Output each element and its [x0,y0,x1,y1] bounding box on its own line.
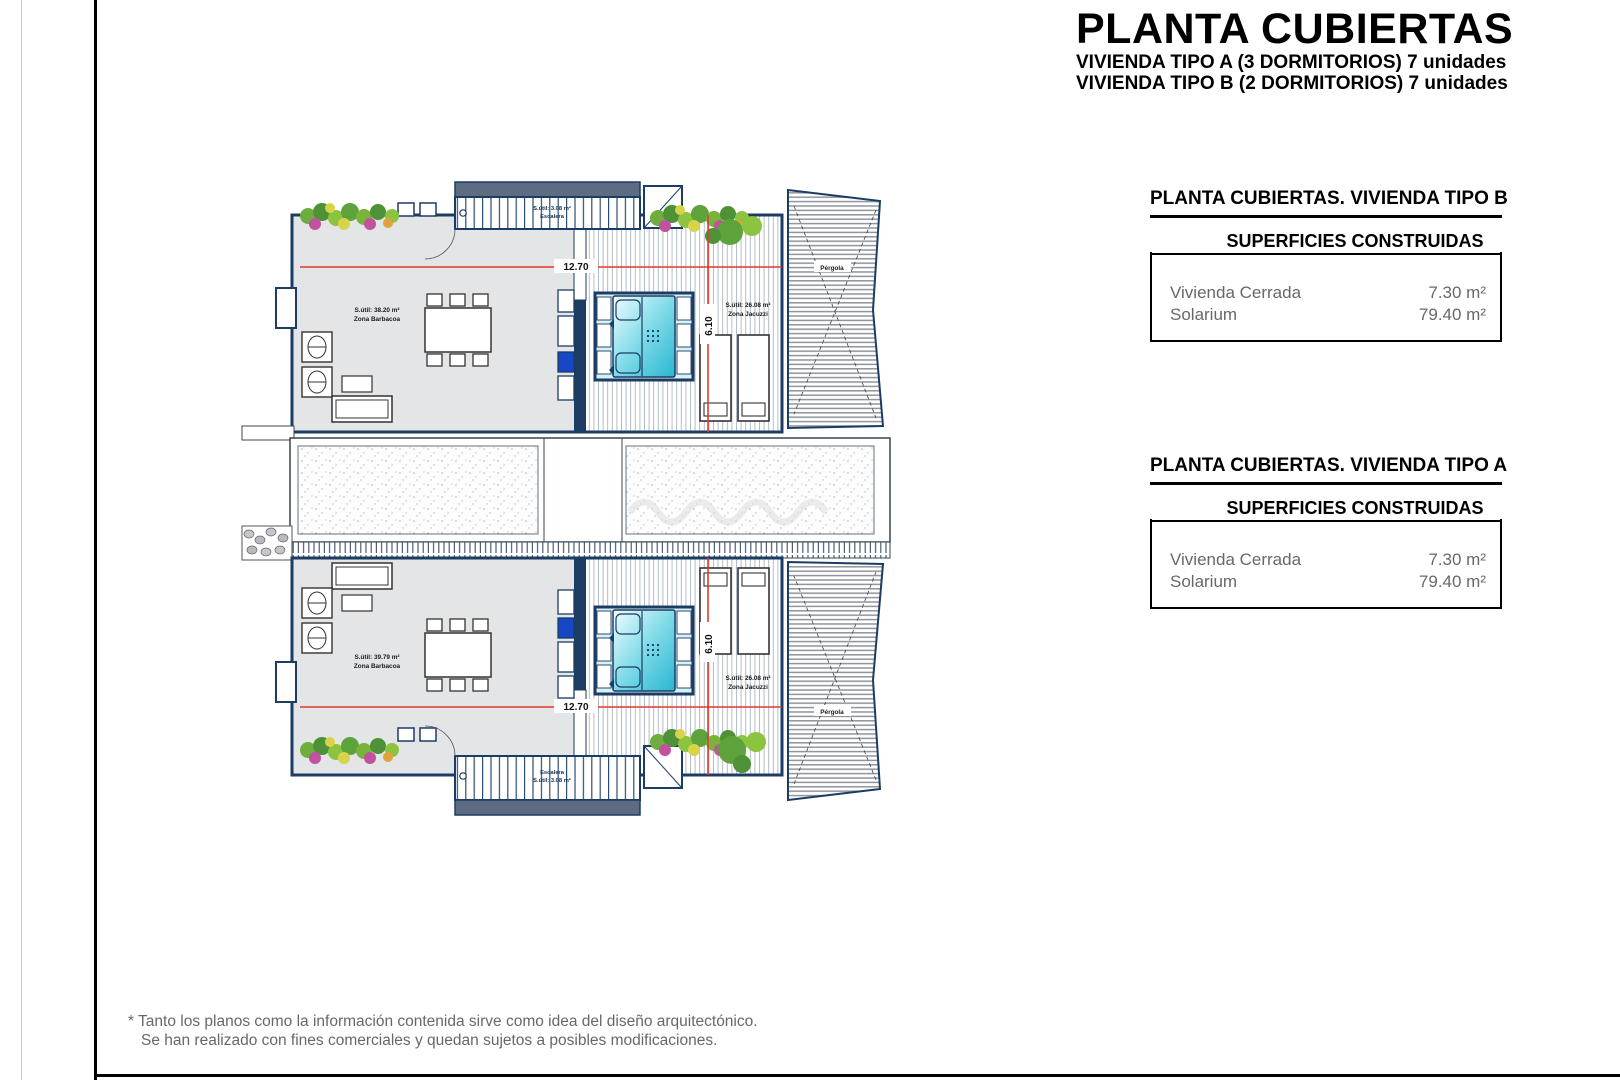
floor-plan-drawing [230,170,910,830]
row-label: Vivienda Cerrada [1170,550,1302,569]
barbacoa-name-label: Zona Barbacoa [353,316,401,323]
dim-width: 12.70 [563,702,589,713]
hatched-wall [292,542,890,558]
panel-rule [1150,482,1502,485]
row-value: 79.40 m² [1418,305,1486,324]
title-block [1076,5,1514,94]
party-wall [574,558,586,690]
armchair [302,588,332,618]
gravel-strip [298,446,538,534]
jacuzzi-name-label: Zona Jacuzzi [728,684,768,691]
dim-width: 12.70 [563,262,589,273]
disclaimer-line1: * Tanto los planos como la información contenida sirve como idea del diseño arquitectónico. [128,1013,758,1030]
table-row [1170,549,1486,571]
jacuzzi-name-label: Zona Jacuzzi [728,311,768,318]
stairs-area-label: S.útil: 3.08 m² [533,206,571,212]
party-wall [574,300,586,432]
sun-lounger [738,568,769,654]
panel-rule [1150,215,1502,218]
stairs-name-label: Escalera [540,214,564,220]
table-row [1170,304,1486,326]
wall-notch [276,288,296,328]
pergola-top [788,190,883,428]
jacuzzi-area-label: S.útil: 26.08 m² [725,302,771,309]
stairs-name-label: Escalera [540,770,564,776]
barbacoa-area-label: S.útil: 39.79 m² [354,654,400,661]
table-title: SUPERFICIES CONSTRUIDAS [1210,231,1500,255]
stone-wall [242,526,292,560]
row-label: Vivienda Cerrada [1170,283,1302,302]
sofa [332,396,392,422]
unit-top [276,182,883,432]
row-value: 79.40 m² [1418,572,1486,591]
row-label: Solarium [1170,305,1238,324]
outdoor-kitchen [558,618,574,638]
stairs-area-label: S.útil: 3.08 m² [533,778,571,784]
disclaimer-line2: Se han realizado con fines comerciales y quedan sujetos a posibles modificaciones. [141,1032,718,1049]
dim-height: 6.10 [704,316,715,336]
table-row [1170,571,1486,593]
panel-heading-tipo-a: PLANTA CUBIERTAS. VIVIENDA TIPO A [1150,455,1508,476]
row-label: Solarium [1170,572,1238,591]
sofa [332,563,392,589]
dining-table [425,294,491,366]
disclaimer [128,1012,758,1050]
row-value: 7.30 m² [1428,550,1486,569]
sheet-border-bottom [94,1074,1620,1077]
armchair [302,332,332,362]
subtitle-tipo-a: VIVIENDA TIPO A (3 DORMITORIOS) 7 unidades [1076,52,1507,73]
sun-lounger [700,335,731,421]
outdoor-kitchen [558,352,574,372]
pergola-label: Pérgola [820,709,844,716]
table-row [1170,282,1486,304]
row-value: 7.30 m² [1428,283,1486,302]
pergola-bottom [788,562,883,800]
sheet-border-thin [21,0,22,1080]
dining-table [425,619,491,691]
sheet-border-thick [94,0,97,1080]
side-table [342,595,372,611]
central-corridor [242,426,890,560]
surface-table [1150,231,1502,342]
surface-table [1150,498,1502,609]
table-title-lead-line [1152,500,1210,522]
surface-panel-tipo-a [1150,455,1508,609]
barbacoa-name-label: Zona Barbacoa [353,663,401,670]
pergola-label: Pérgola [820,265,844,272]
table-title: SUPERFICIES CONSTRUIDAS [1210,498,1500,522]
jacuzzi [595,607,693,694]
unit-bottom [276,558,883,815]
side-table [342,376,372,392]
panel-heading-tipo-b: PLANTA CUBIERTAS. VIVIENDA TIPO B [1150,188,1508,209]
table-title-lead-line [1152,233,1210,255]
surface-panel-tipo-b [1150,188,1508,342]
barbacoa-area-label: S.útil: 38.20 m² [354,307,400,314]
dim-height: 6.10 [704,634,715,654]
page-title: PLANTA CUBIERTAS [1076,5,1514,53]
armchair [302,623,332,653]
jacuzzi-area-label: S.útil: 26.08 m² [725,675,771,682]
armchair [302,367,332,397]
subtitle-tipo-b: VIVIENDA TIPO B (2 DORMITORIOS) 7 unidades [1076,73,1508,94]
jacuzzi [595,293,693,380]
wall-notch [276,662,296,702]
sun-lounger [738,335,769,421]
